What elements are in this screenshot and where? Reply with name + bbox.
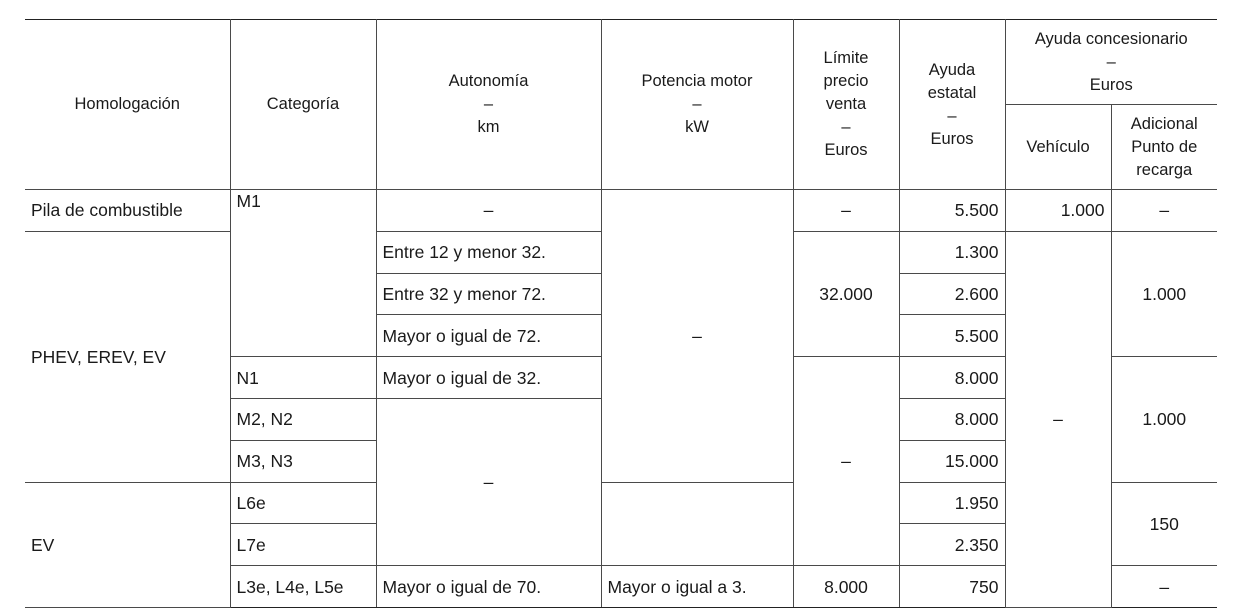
header-potencia-dash: – <box>692 95 702 113</box>
header-limite-line-1: Límite <box>823 49 869 67</box>
categoria-m1: M1 <box>230 190 376 357</box>
header-ayuda-concesionario-unit: Euros <box>1089 75 1133 94</box>
ayuda-estatal-cell: 8.000 <box>899 357 1005 399</box>
autonomia-m1-c: Mayor o igual de 72. <box>376 315 601 357</box>
potencia-l345: Mayor o igual a 3. <box>601 566 793 608</box>
adicional-m1: 1.000 <box>1111 231 1217 356</box>
adicional-pila: – <box>1111 190 1217 232</box>
categoria-n1: N1 <box>230 357 376 399</box>
ayuda-estatal-cell: 5.500 <box>899 315 1005 357</box>
table-body <box>25 190 1217 608</box>
header-limite-unit: Euros <box>824 141 868 159</box>
autonomia-m1-a: Entre 12 y menor 32. <box>376 231 601 273</box>
categoria-l7e: L7e <box>230 524 376 566</box>
potencia-main: – <box>601 190 793 483</box>
header-adicional-line-1: Adicional <box>1130 114 1198 133</box>
header-ayuda-concesionario-line: Ayuda concesionario <box>1034 29 1188 48</box>
homologacion-phev: PHEV, EREV, EV <box>25 231 230 482</box>
adicional-l345: – <box>1111 566 1217 608</box>
homologacion-pila: Pila de combustible <box>25 190 230 232</box>
categoria-l345: L3e, L4e, L5e <box>230 566 376 608</box>
table-row <box>25 190 1217 232</box>
vehiculo-rest: – <box>1005 231 1111 607</box>
header-ayuda-estatal <box>899 20 1005 190</box>
header-limite-line-3: venta <box>825 95 867 113</box>
header-potencia <box>601 20 793 190</box>
ayuda-estatal-cell: 2.600 <box>899 273 1005 315</box>
limite-m1: 32.000 <box>793 231 899 356</box>
header-potencia-unit: kW <box>685 118 709 136</box>
ayuda-estatal-cell: 2.350 <box>899 524 1005 566</box>
autonomia-rest: – <box>376 398 601 565</box>
header-adicional <box>1111 105 1217 190</box>
subsidy-table <box>25 19 1217 608</box>
header-homologacion: Homologación <box>25 20 230 190</box>
adicional-l6-l7: 150 <box>1111 482 1217 566</box>
header-row <box>25 20 1217 105</box>
ayuda-estatal-cell: 1.300 <box>899 231 1005 273</box>
header-ayuda-estatal-unit: Euros <box>930 129 974 148</box>
header-adicional-line-3: recarga <box>1136 160 1193 179</box>
header-limite-line-2: precio <box>823 72 869 90</box>
header-limite-dash: – <box>841 118 851 136</box>
header-potencia-line: Potencia motor <box>641 72 753 90</box>
categoria-l6e: L6e <box>230 482 376 524</box>
header-ayuda-estatal-dash: – <box>947 106 957 125</box>
header-ayuda-estatal-line-1: Ayuda <box>928 60 976 79</box>
ayuda-estatal-cell: 5.500 <box>899 190 1005 232</box>
autonomia-m1-b: Entre 32 y menor 72. <box>376 273 601 315</box>
categoria-m2n2: M2, N2 <box>230 398 376 440</box>
ayuda-estatal-cell: 750 <box>899 566 1005 608</box>
categoria-m3n3: M3, N3 <box>230 440 376 482</box>
header-limite <box>793 20 899 190</box>
adicional-n1-m3: 1.000 <box>1111 357 1217 482</box>
header-adicional-line-2: Punto de <box>1131 137 1198 156</box>
table-header <box>25 20 1217 190</box>
autonomia-n1: Mayor o igual de 32. <box>376 357 601 399</box>
header-autonomia-unit: km <box>477 118 500 136</box>
ayuda-estatal-cell: 15.000 <box>899 440 1005 482</box>
ayuda-estatal-cell: 8.000 <box>899 398 1005 440</box>
header-autonomia-line: Autonomía <box>448 72 529 90</box>
ayuda-estatal-cell: 1.950 <box>899 482 1005 524</box>
header-vehiculo: Vehículo <box>1005 105 1111 190</box>
header-ayuda-estatal-line-2: estatal <box>927 83 977 102</box>
potencia-empty <box>601 482 793 566</box>
header-categoria: Categoría <box>230 20 376 190</box>
header-autonomia <box>376 20 601 190</box>
header-autonomia-dash: – <box>483 95 494 113</box>
vehiculo-pila: 1.000 <box>1005 190 1111 232</box>
limite-pila: – <box>793 190 899 232</box>
homologacion-ev: EV <box>25 482 230 607</box>
autonomia-pila: – <box>376 190 601 232</box>
autonomia-l345: Mayor o igual de 70. <box>376 566 601 608</box>
header-ayuda-concesionario <box>1005 20 1217 105</box>
header-ayuda-concesionario-dash: – <box>1106 52 1116 71</box>
limite-l345: 8.000 <box>793 566 899 608</box>
limite-rest: – <box>793 357 899 566</box>
